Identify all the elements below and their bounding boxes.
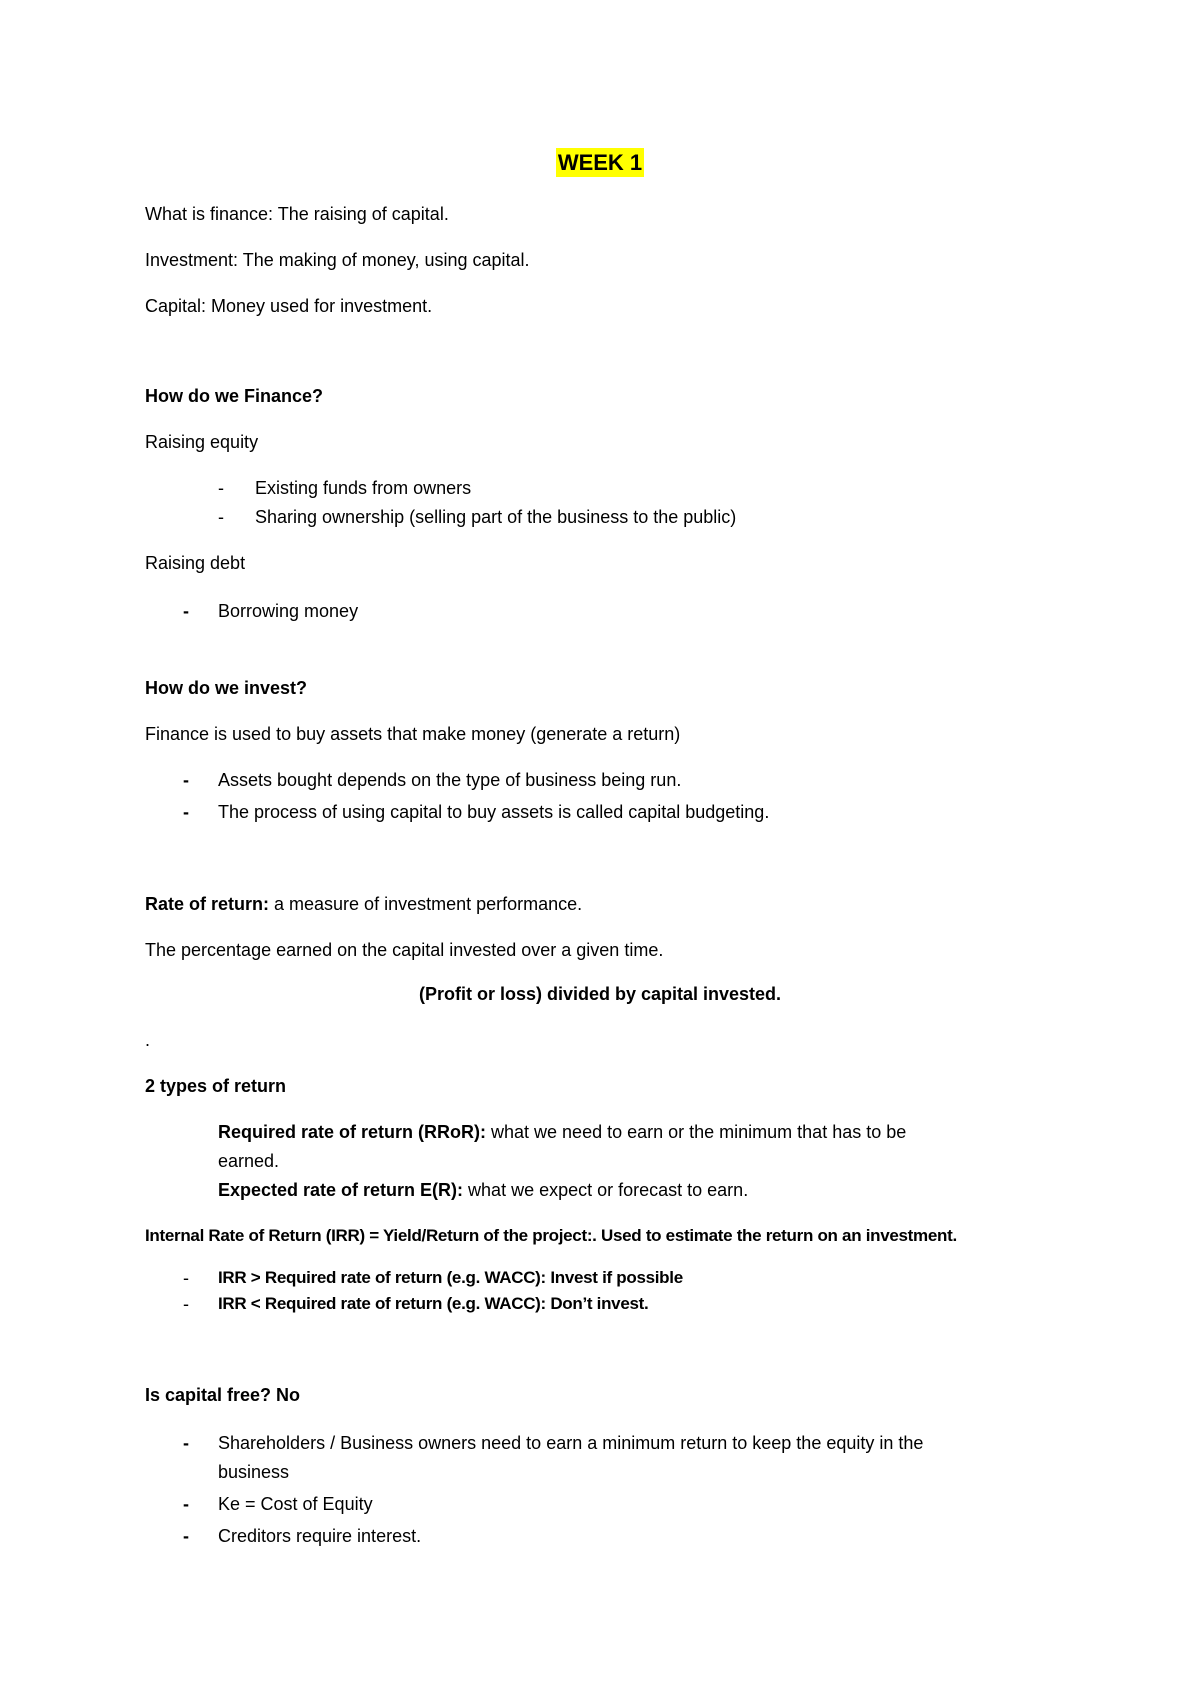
heading-how-finance: How do we Finance? bbox=[145, 386, 324, 406]
er-line bbox=[218, 1178, 748, 1202]
heading-irr: Internal Rate of Return (IRR) = Yield/Return of the project:. Used to estimate the return on an investment. bbox=[145, 1226, 957, 1245]
list-item: Existing funds from owners bbox=[255, 478, 472, 498]
heading-types-of-return: 2 types of return bbox=[145, 1076, 287, 1096]
rate-of-return-line2: The percentage earned on the capital invested over a given time. bbox=[145, 940, 664, 960]
label-raising-equity: Raising equity bbox=[145, 432, 259, 452]
invest-intro: Finance is used to buy assets that make money (generate a return) bbox=[145, 724, 681, 744]
list-item: Shareholders / Business owners need to earn a minimum return to keep the equity in the bbox=[218, 1433, 924, 1453]
list-item: Assets bought depends on the type of business being run. bbox=[218, 770, 682, 790]
rror-definition: what we need to earn or the minimum that has to be bbox=[486, 1122, 907, 1142]
list-item: Sharing ownership (selling part of the business to the public) bbox=[255, 507, 737, 527]
bullet-dash: - bbox=[183, 1268, 189, 1288]
label-raising-debt: Raising debt bbox=[145, 553, 246, 573]
list-item: The process of using capital to buy assets is called capital budgeting. bbox=[218, 802, 770, 822]
definition-capital: Capital: Money used for investment. bbox=[145, 296, 433, 316]
term-rror: Required rate of return (RRoR): bbox=[218, 1122, 487, 1142]
term-rate-of-return: Rate of return: bbox=[145, 894, 270, 914]
bullet-dash: - bbox=[218, 507, 224, 527]
term-expected-return: Expected rate of return E(R): bbox=[218, 1180, 464, 1200]
page-title: WEEK 1 bbox=[557, 150, 643, 175]
rate-of-return-formula: (Profit or loss) divided by capital invested. bbox=[418, 984, 782, 1004]
definition-investment: Investment: The making of money, using capital. bbox=[145, 250, 530, 270]
er-definition: what we expect or forecast to earn. bbox=[463, 1180, 749, 1200]
bullet-dash: - bbox=[183, 1433, 189, 1453]
list-item: IRR > Required rate of return (e.g. WACC): Invest if possible bbox=[218, 1268, 683, 1287]
stray-dot: . bbox=[145, 1030, 151, 1050]
list-item-continuation: business bbox=[218, 1462, 290, 1482]
rror-line bbox=[218, 1120, 906, 1144]
bullet-dash: - bbox=[183, 770, 189, 790]
bullet-dash: - bbox=[183, 802, 189, 822]
list-item: Ke = Cost of Equity bbox=[218, 1494, 373, 1514]
list-item: IRR < Required rate of return (e.g. WACC): Don’t invest. bbox=[218, 1294, 649, 1313]
bullet-dash: - bbox=[218, 478, 224, 498]
bullet-dash: - bbox=[183, 1294, 189, 1314]
list-item: Borrowing money bbox=[218, 601, 359, 621]
heading-capital-free: Is capital free? No bbox=[145, 1385, 301, 1405]
list-item: Creditors require interest. bbox=[218, 1526, 422, 1546]
rror-line2: earned. bbox=[218, 1151, 280, 1171]
rate-of-return-text: a measure of investment performance. bbox=[269, 894, 583, 914]
definition-finance: What is finance: The raising of capital. bbox=[145, 204, 449, 224]
heading-how-invest: How do we invest? bbox=[145, 678, 308, 698]
bullet-dash: - bbox=[183, 601, 189, 621]
bullet-dash: - bbox=[183, 1494, 189, 1514]
bullet-dash: - bbox=[183, 1526, 189, 1546]
rate-of-return-definition bbox=[145, 892, 582, 916]
